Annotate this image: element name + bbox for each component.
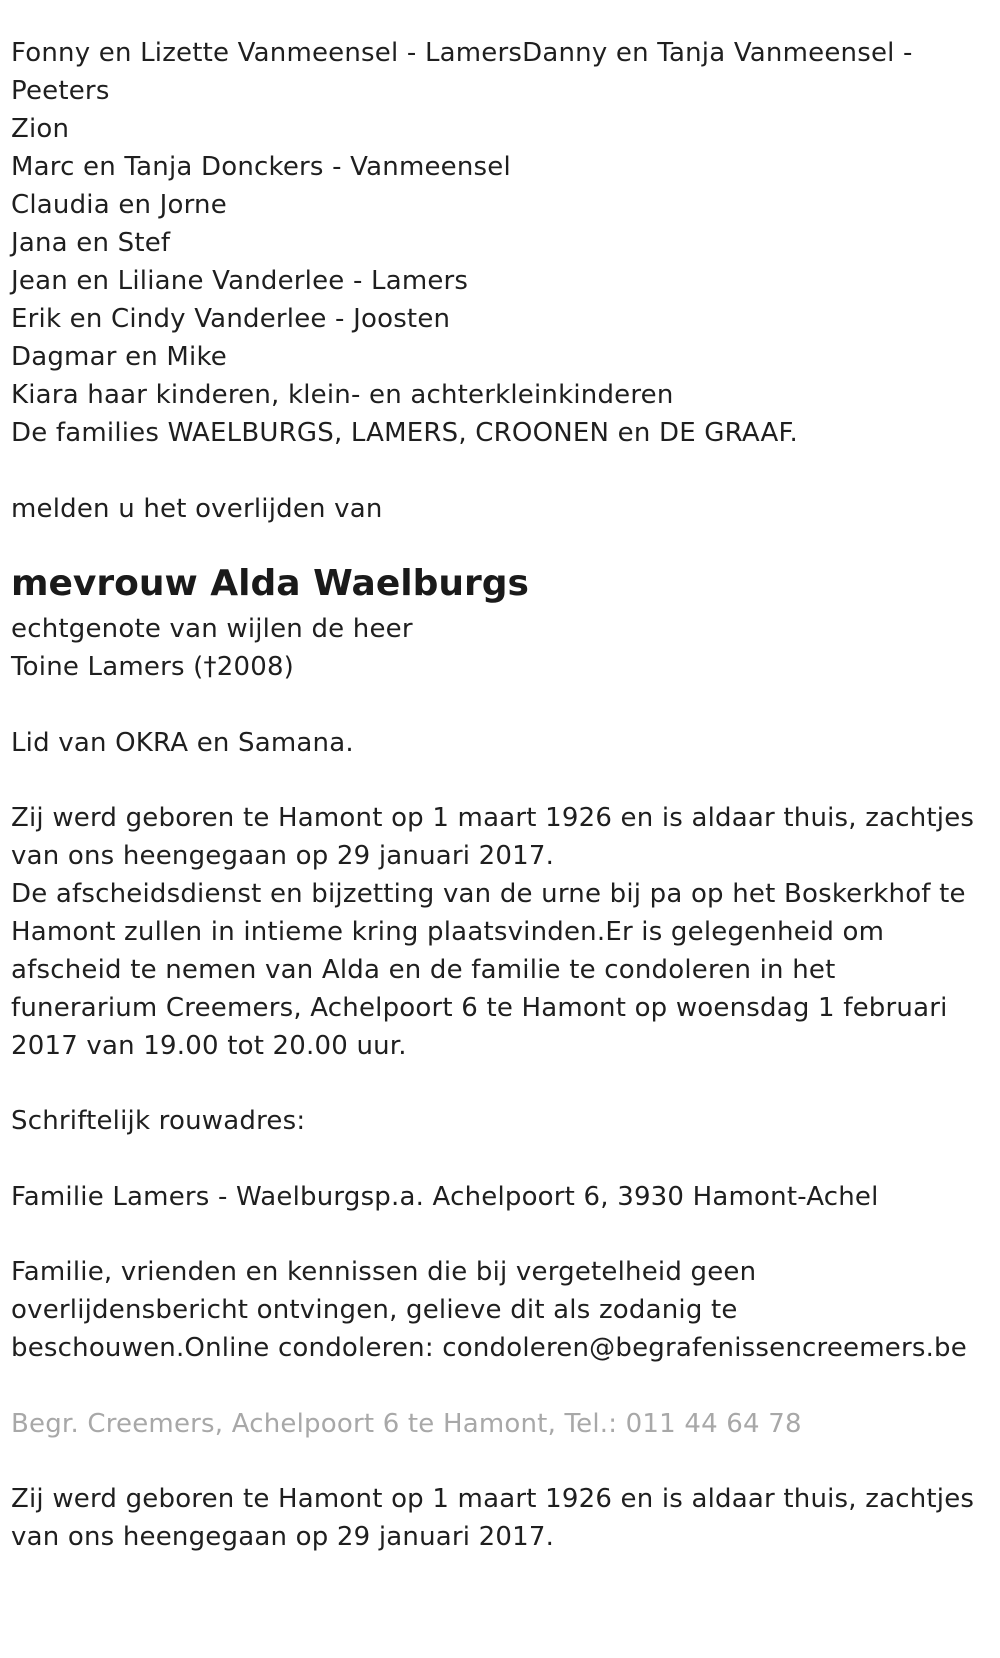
footer-line: Zij werd geboren te Hamont op 1 maart 1926 en is aldaar thuis, zachtjes: [11, 1484, 975, 1514]
details-line: Zij werd geboren te Hamont op 1 maart 1926 en is aldaar thuis, zachtjes: [11, 803, 975, 833]
details-line: afscheid te nemen van Alda en de familie te condoleren in het: [11, 955, 836, 985]
notice-line: Familie, vrienden en kennissen die bij vergetelheid geen: [11, 1257, 757, 1287]
notice-line: overlijdensbericht ontvingen, gelieve dit als zodanig te: [11, 1295, 738, 1325]
mourner-line: Fonny en Lizette Vanmeensel - LamersDanny en Tanja Vanmeensel -: [11, 38, 913, 68]
mourner-line: De families WAELBURGS, LAMERS, CROONEN en DE GRAAF.: [11, 418, 798, 448]
funeral-home-contact: Begr. Creemers, Achelpoort 6 te Hamont, Tel.: 011 44 64 78: [11, 1409, 802, 1439]
details-line: De afscheidsdienst en bijzetting van de urne bij pa op het Boskerkhof te: [11, 879, 966, 909]
mourner-line: Dagmar en Mike: [11, 342, 227, 372]
details-line: 2017 van 19.00 tot 20.00 uur.: [11, 1031, 407, 1061]
membership-text: Lid van OKRA en Samana.: [11, 728, 354, 758]
notice-line: beschouwen.Online condoleren: condoleren@begrafenissencreemers.be: [11, 1333, 967, 1363]
footer-line: van ons heengegaan op 29 januari 2017.: [11, 1522, 555, 1552]
address-heading: Schriftelijk rouwadres:: [11, 1106, 306, 1136]
details-line: funerarium Creemers, Achelpoort 6 te Hamont op woensdag 1 februari: [11, 993, 948, 1023]
deceased-name: mevrouw Alda Waelburgs: [11, 563, 529, 604]
announcement-text: melden u het overlijden van: [11, 494, 383, 524]
mourner-line: Erik en Cindy Vanderlee - Joosten: [11, 304, 451, 334]
mourner-line: Zion: [11, 114, 70, 144]
details-line: Hamont zullen in intieme kring plaatsvinden.Er is gelegenheid om: [11, 917, 885, 947]
mourner-line: Peeters: [11, 76, 110, 106]
details-line: van ons heengegaan op 29 januari 2017.: [11, 841, 555, 871]
spouse-line: echtgenote van wijlen de heer: [11, 614, 413, 644]
mourner-line: Jean en Liliane Vanderlee - Lamers: [11, 266, 469, 296]
mourner-line: Claudia en Jorne: [11, 190, 227, 220]
spouse-line: Toine Lamers (†2008): [11, 652, 295, 682]
mourning-address: Familie Lamers - Waelburgsp.a. Achelpoort 6, 3930 Hamont-Achel: [11, 1182, 879, 1212]
mourner-line: Jana en Stef: [11, 228, 171, 258]
mourner-line: Marc en Tanja Donckers - Vanmeensel: [11, 152, 511, 182]
mourner-line: Kiara haar kinderen, klein- en achterkleinkinderen: [11, 380, 674, 410]
